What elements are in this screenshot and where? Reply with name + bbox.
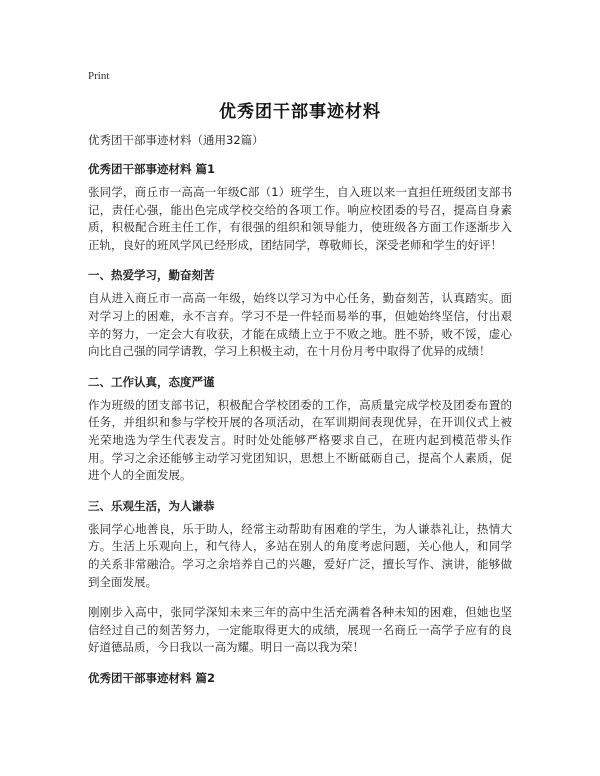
section-heading-study: 一、热爱学习，勤奋刻苦 [88, 268, 215, 283]
print-link[interactable]: Print [88, 70, 110, 82]
section-heading-article-1: 优秀团干部事迹材料 篇1 [88, 162, 216, 176]
document-subtitle: 优秀团干部事迹材料（通用32篇） [88, 133, 264, 147]
document-title: 优秀团干部事迹材料 [219, 102, 381, 122]
paragraph-study: 自从进入商丘市一高高一年级，始终以学习为中心任务，勤奋刻苦，认真踏实。面对学习上的困难，永不言弃。学习不是一件轻而易举的事，但她始终坚信，付出艰辛的努力，一定会大有收获，才能在成绩上立于不败之地。胜不骄，败不馁，虚心向比自己强的同学请教，学习上积极主动，在十月份月考中取得了优异的成绩！ [88, 291, 512, 359]
section-heading-work: 二、工作认真，态度严谨 [88, 374, 215, 389]
paragraph-work: 作为班级的团支部书记，积极配合学校团委的工作，高质量完成学校及团委布置的任务，并组织和参与学校开展的各项活动，在军训期间表现优异，在开训仪式上被光荣地选为学生代表发言。时时处处能够严格要求自己，在班内起到模范带头作用。学习之余还能够主动学习党团知识，思想上不断砥砺自己，提高个人素质，促进个人的全面发展。 [88, 397, 512, 483]
paragraph-intro: 张同学，商丘市一高高一年级C部（1）班学生，自入班以来一直担任班级团支部书记，责任心强，能出色完成学校交给的各项工作。响应校团委的号召，提高自身素质，积极配合班主任工作，有很强的组织和领导能力，使班级各方面工作逐渐步入正轨，良好的班风学风已经形成，团结同学，尊敬师长，深受老师和学生的好评！ [88, 185, 512, 252]
section-heading-life: 三、乐观生活，为人谦恭 [88, 498, 215, 513]
paragraph-life: 张同学心地善良，乐于助人，经常主动帮助有困难的学生，为人谦恭礼让，热情大方。生活上乐观向上，和气待人，多站在别人的角度考虑问题，关心他人，和同学的关系非常融洽。学习之余培养自己的兴趣，爱好广泛，擅长写作、演讲，能够做到全面发展。 [88, 521, 512, 589]
section-heading-article-2: 优秀团干部事迹材料 篇2 [88, 670, 216, 685]
document-body [88, 132, 512, 693]
paragraph-future: 刚刚步入高中，张同学深知未来三年的高中生活充满着各种未知的困难，但她也坚信经过自己的刻苦努力，一定能取得更大的成绩，展现一名商丘一高学子应有的良好道德品质，今日我以一高为耀。明日一高以我为荣！ [88, 605, 512, 655]
